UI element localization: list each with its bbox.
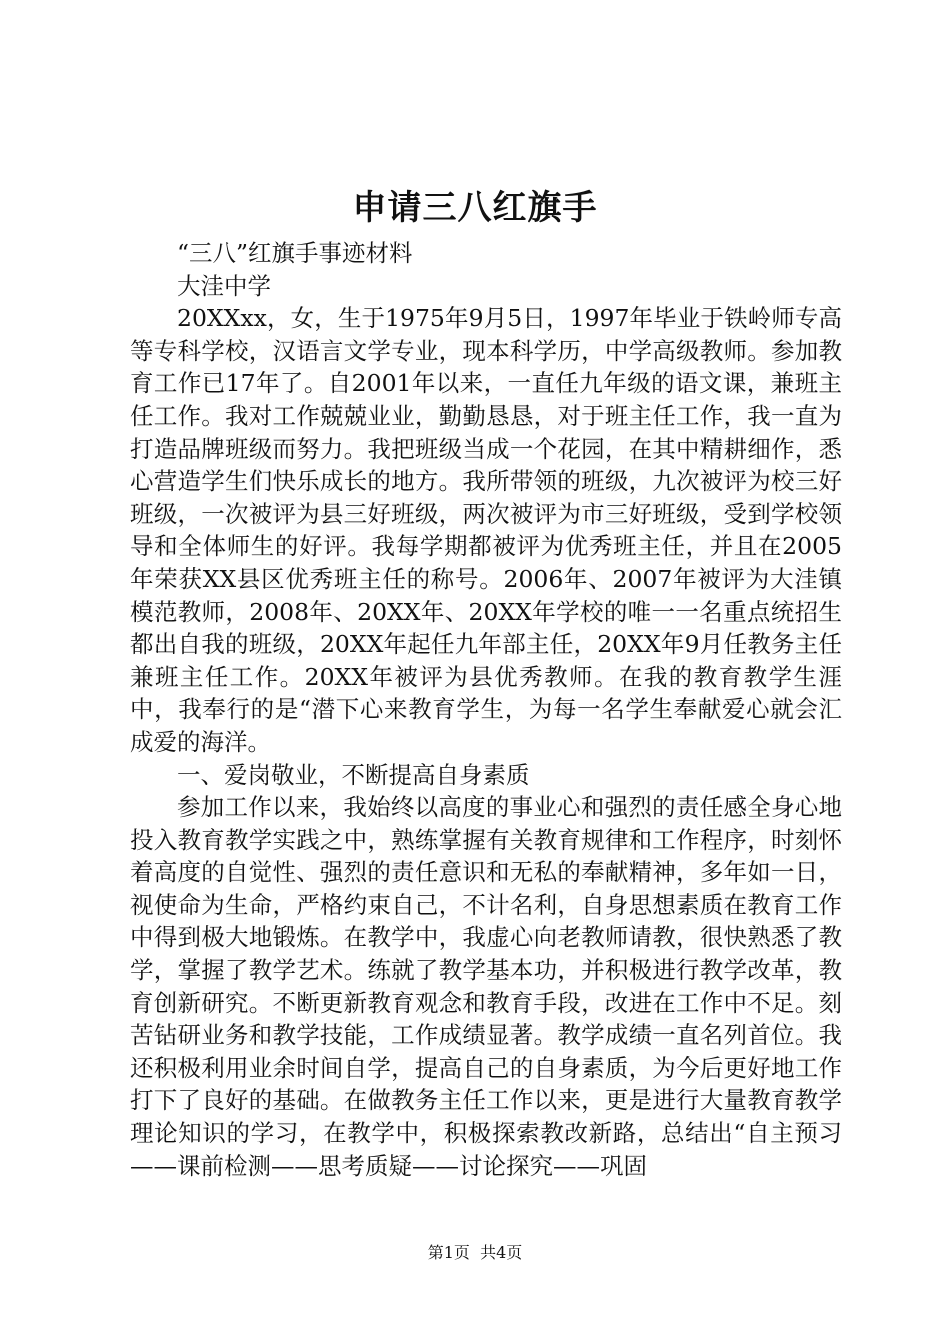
school-name: 大洼中学 xyxy=(177,271,271,300)
section-heading-1: 一、爱岗敬业，不断提高自身素质 xyxy=(177,760,530,789)
page-footer xyxy=(0,1242,950,1264)
paragraph-intro: 20XXxx，女，生于1975年9月5日，1997年毕业于铁岭师专高等专科学校，汉语言文学专业，现本科学历，中学高级教师。参加教育工作已17年了。自2001年以来，一直任九年级的语文课，兼班主任工作。我对工作兢兢业业，勤勤恳恳，对于班主任工作，我一直为打造品牌班级而努力。我把班级当成一个花园，在其中精耕细作，悉心营造学生们快乐成长的地方。我所带领的班级，九次被评为校三好班级，一次被评为县三好班级，两次被评为市三好班级，受到学校领导和全体师生的好评。我每学期都被评为优秀班主任，并且在2005年荣获XX县区优秀班主任的称号。2006年、2007年被评为大洼镇模范教师，2008年、20XX年、20XX年学校的唯一一名重点统招生都出自我的班级，20XX年起任九年部主任，20XX年9月任教务主任兼班主任工作。20XX年被评为县优秀教师。在我的教育教学生涯中，我奉行的是“潜下心来教育学生，为每一名学生奉献爱心就会汇成爱的海洋。 xyxy=(130,304,842,756)
paragraph-section-1: 参加工作以来，我始终以高度的事业心和强烈的责任感全身心地投入教育教学实践之中，熟练掌握有关教育规律和工作程序，时刻怀着高度的自觉性、强烈的责任意识和无私的奉献精神，多年如一日，视使命为生命，严格约束自己，不计名利，自身思想素质在教育工作中得到极大地锻炼。在教学中，我虚心向老教师请教，很快熟悉了教学，掌握了教学艺术。练就了教学基本功，并积极进行教学改革，教育创新研究。不断更新教育观念和教育手段，改进在工作中不足。刻苦钻研业务和教学技能，工作成绩显著。教学成绩一直名列首位。我还积极利用业余时间自学，提高自己的自身素质，为今后更好地工作打下了良好的基础。在做教务主任工作以来，更是进行大量教育教学理论知识的学习，在教学中，积极探索教改新路，总结出“自主预习——课前检测——思考质疑——讨论探究——巩固 xyxy=(130,793,842,1180)
document-title: 申请三八红旗手 xyxy=(352,188,598,228)
subtitle: “三八”红旗手事迹材料 xyxy=(177,239,413,267)
document-body xyxy=(130,237,842,1182)
page-number: 第1页 xyxy=(427,1243,470,1262)
page-total: 共4页 xyxy=(480,1243,523,1262)
footer-spacer xyxy=(470,1243,480,1262)
